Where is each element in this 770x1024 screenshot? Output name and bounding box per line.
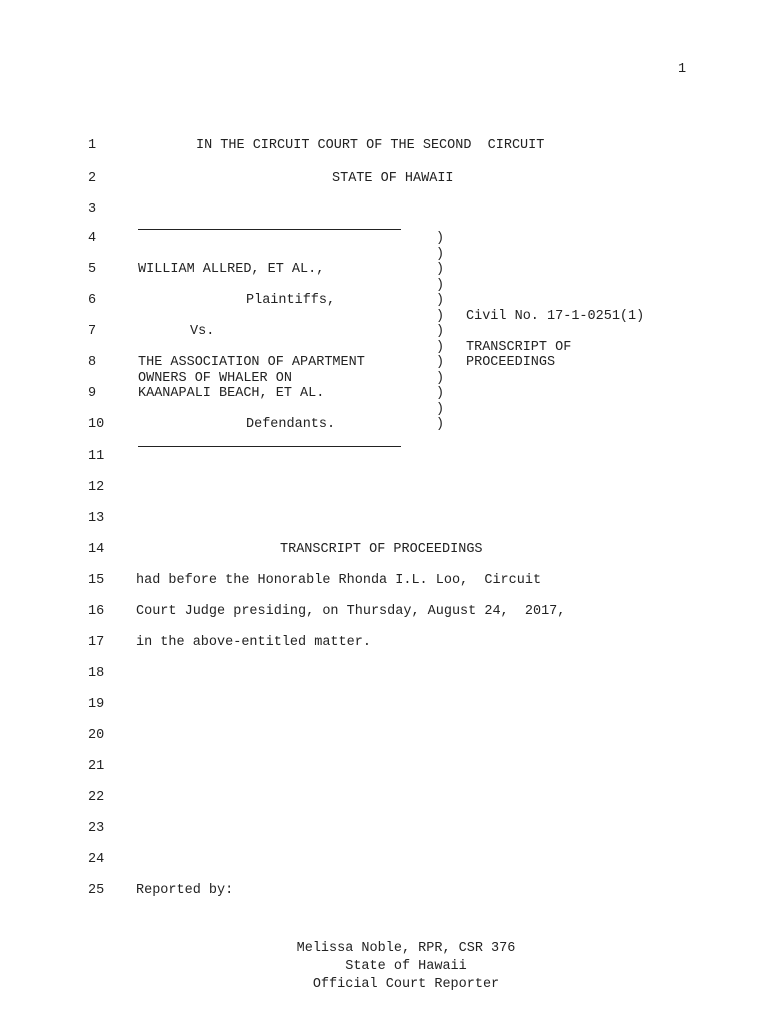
line-number: 15: [88, 573, 105, 588]
line-number: 16: [88, 604, 105, 619]
reported-by-label: Reported by:: [136, 883, 234, 898]
line-number: 4: [88, 231, 97, 246]
line-number: 2: [88, 171, 97, 186]
line-number: 24: [88, 852, 105, 867]
caption-paren: ): [436, 247, 445, 262]
line-number: 3: [88, 202, 97, 217]
line-number: 25: [88, 883, 105, 898]
court-heading: IN THE CIRCUIT COURT OF THE SECOND CIRCUIT: [196, 138, 545, 153]
line-number: 20: [88, 728, 105, 743]
defendant-name-line-1: THE ASSOCIATION OF APARTMENT: [138, 355, 365, 370]
caption-paren: ): [436, 278, 445, 293]
caption-paren: ): [436, 340, 445, 355]
doc-type-line-1: TRANSCRIPT OF: [466, 340, 572, 355]
caption-paren: ): [436, 231, 445, 246]
line-number: 5: [88, 262, 97, 277]
caption-top-rule: [138, 229, 401, 230]
caption-paren: ): [436, 402, 445, 417]
line-number: 22: [88, 790, 105, 805]
body-line-15: had before the Honorable Rhonda I.L. Loo, Circuit: [136, 573, 542, 588]
reporter-state: State of Hawaii: [345, 959, 467, 974]
line-number: 18: [88, 666, 105, 681]
line-number: 9: [88, 386, 97, 401]
body-line-16: Court Judge presiding, on Thursday, August 24, 2017,: [136, 604, 566, 619]
defendant-name-line-2: OWNERS OF WHALER ON: [138, 371, 292, 386]
caption-paren: ): [436, 293, 445, 308]
line-number: 8: [88, 355, 97, 370]
body-line-17: in the above-entitled matter.: [136, 635, 371, 650]
line-number: 6: [88, 293, 97, 308]
line-number: 1: [88, 138, 97, 153]
reporter-name: Melissa Noble, RPR, CSR 376: [296, 941, 516, 956]
defendant-name-line-3: KAANAPALI BEACH, ET AL.: [138, 386, 325, 401]
line-number: 11: [88, 449, 105, 464]
line-number: 19: [88, 697, 105, 712]
line-number: 21: [88, 759, 105, 774]
transcript-title: TRANSCRIPT OF PROCEEDINGS: [280, 542, 483, 557]
doc-type-line-2: PROCEEDINGS: [466, 355, 556, 370]
caption-paren: ): [436, 262, 445, 277]
line-number: 10: [88, 417, 105, 432]
line-number: 12: [88, 480, 105, 495]
defendant-role: Defendants.: [246, 417, 336, 432]
versus-label: Vs.: [190, 324, 215, 339]
state-heading: STATE OF HAWAII: [332, 171, 454, 186]
line-number: 13: [88, 511, 105, 526]
line-number: 17: [88, 635, 105, 650]
line-number: 23: [88, 821, 105, 836]
page-number: 1: [678, 62, 687, 77]
caption-bottom-rule: [138, 446, 401, 447]
caption-paren: ): [436, 309, 445, 324]
caption-paren: ): [436, 371, 445, 386]
plaintiff-name: WILLIAM ALLRED, ET AL.,: [138, 262, 325, 277]
caption-paren: ): [436, 417, 445, 432]
line-number: 14: [88, 542, 105, 557]
civil-number: Civil No. 17-1-0251(1): [466, 309, 645, 324]
caption-paren: ): [436, 324, 445, 339]
plaintiff-role: Plaintiffs,: [246, 293, 336, 308]
caption-paren: ): [436, 386, 445, 401]
caption-paren: ): [436, 355, 445, 370]
reporter-title: Official Court Reporter: [312, 977, 500, 992]
line-number: 7: [88, 324, 97, 339]
